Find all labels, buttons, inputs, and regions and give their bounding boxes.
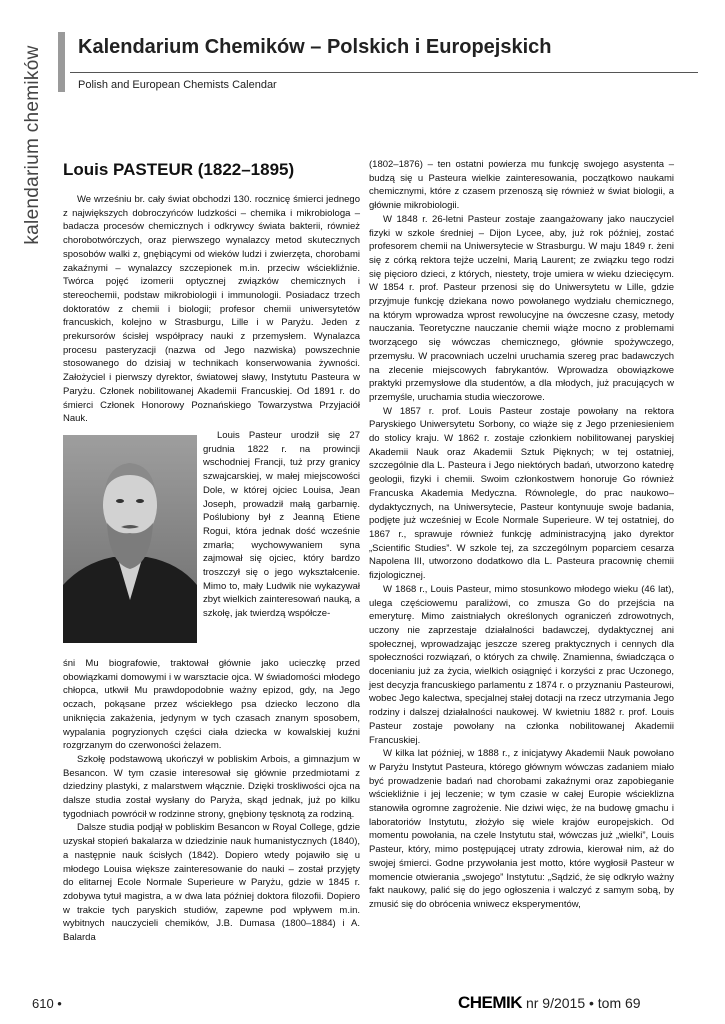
paragraph: Dalsze studia podjął w pobliskim Besancon w Royal College, gdzie uzyskał stopień bakalarza w dziedzinie nauk humanistycznych (1840), a następnie nauk ścisłych (1842). Dopiero wtedy pojawiło się u młodego Louisa większe zainteresowanie do nauki – został przyjęty do elitarnej Ecole Normale Superieure w Paryżu, gdzie w 1845 r. zdobywa tytuł magistra, a w dwa lata później doktora filozofii. Dopiero w trakcie tych paryskich studiów, zapewne pod wpływem m.in. wybitnych nauczycieli chemików, J.B. Dumasa (1800–1884) i A. Balarda <box>63 822 360 944</box>
journal-name: CHEMIK <box>458 993 523 1012</box>
header-subtitle: Polish and European Chemists Calendar <box>78 79 277 91</box>
header-title: Kalendarium Chemików – Polskich i Europejskich <box>78 36 552 58</box>
header-accent-bar <box>58 32 65 92</box>
paragraph: W 1868 r., Louis Pasteur, mimo stosunkowo młodego wieku (46 lat), ulega częściowemu paraliżowi, co zmusza Go do przejścia na emeryturę. Mimo zaistniałych określonych ograniczeń zdrowotnych, uczony nie zaprzestaje działalności badawczej, dydaktycznej ani społecznej, wprowadzając jeszcze szereg praktycznych i cennych dla społeczności rozwiązań, o których za chwilę. Znamienna, świadcząca o docenianiu już za życia, wielkich osiągnięć i korzyści z prac Uczonego, jest decyzja francuskiego parlamentu z 1874 r. o przyznaniu Pasteurowi, wobec Jego kalectwa, specjalnej stałej dotacji na rzecz utrzymania Jego rodziny i dalszej działalności naukowej. W kwietniu 1882 r. prof. Louis Pasteur zostaje powołany na członka nobilitowanej Akademii Francuskiej. <box>369 583 674 746</box>
right-column <box>369 158 674 912</box>
left-column-top <box>63 193 360 425</box>
paragraph: Louis Pasteur urodził się 27 grudnia 1822 r. na prowincji wschodniej Francji, tuż przy granicy szwajcarskiej, w małej miejscowości Dole, w której ojciec Louisa, Jean Joseph, prowadził małą garbarnię. Poślubiony był z Jeanną Etiene Rogui, która jednak dość wcześnie zmarła; wychowywaniem syna zajmował się ojciec, który bardzo troszczył się o jego wykształcenie. Mimo to, mały Ludwik nie wykazywał zbyt wielkich zainteresowań nauką, a szkołę, jak twierdzą współcze- <box>203 430 360 620</box>
header-divider <box>70 72 698 73</box>
paragraph: Szkołę podstawową ukończył w pobliskim Arbois, a gimnazjum w Besancon. W tym czasie interesował się głównie przedmiotami z dziedziny plastyki, z malarstwem włącznie. Dzięki troskliwości ojca na dalsze studia został wysłany do Paryża, skąd jednak, już po kilku tygodniach powrócił w rodzinne strony, gnębiony tęsknotą za rodziną. <box>63 753 360 820</box>
journal-info <box>458 993 641 1013</box>
portrait-photo <box>63 435 197 643</box>
portrait-illustration <box>63 435 197 643</box>
paragraph: W 1857 r. prof. Louis Pasteur zostaje powołany na rektora Paryskiego Uniwersytetu Sorbony, co wiąże się z Jego przeniesieniem do stolicy kraju. W 1862 r. zostaje członkiem nobilitowanej paryskiej Akademii Nauk oraz Akademii Sztuk Pięknych; w tej ostatniej, szczególnie dla L. Pasteura i Jego niektórych badań, utworzono katedrę geologii, fizyki i chemii. Swoim członkostwem honoruje Go również Francuska Akademia Medyczna. Równolegle, do prac naukowo–dydaktycznych, na Uniwersytecie, Pasteur kontynuuje swoje badania, podjęte już wcześniej w Ecole Normale Superieure. W tej ostatniej, do 1867 r., sprawuje również funkcję administracyjną jako dyrektor „Scientific Studies”. W szkole tej, za szczególnym poparciem cesarza Napolena III, utworzono dodatkowo dla L. Pasteura pracownię chemii fizjologicznej. <box>369 405 674 582</box>
paragraph: W kilka lat później, w 1888 r., z inicjatywy Akademii Nauk powołano w Paryżu Instytut Pasteura, którego głównym wówczas zadaniem miało być prowadzenie badań nad chorobami zakaźnymi oraz zapobieganie wściekliźnie i jej leczenie; w tym czasie w całej Europie wścieklizna stanowiła ogromne zagrożenie. Nie dziwi więc, że na budowę gmachu i laboratoriów Instytutu, złożyło się wiele krajów europejskich. Od momentu powołania, na czele Instytutu stał, wówczas już „wielki”, Louis Pasteur, który, mimo postępującej utraty zdrowia, kierował nim, aż do swojej śmierci. Godne przywołania jest motto, które wygłosił Pasteur w momencie otwierania „swojego” Instytutu: „Sądzić, że się odkryło ważny fakt naukowy, palić się do jego ogłoszenia i walczyć z samym sobą, by zmusić się do obrócenia wniwecz eksperymentów, <box>369 748 674 910</box>
text-beside-photo <box>203 429 360 621</box>
article-title: Louis PASTEUR (1822–1895) <box>63 160 295 179</box>
paragraph: (1802–1876) – ten ostatni powierza mu funkcję swojego asystenta – budzą się u Pasteura wielkie zainteresowania, początkowo naukami chemicznymi, które z czasem przenoszą się również w świat biologii, a głównie mikrobiologii. <box>369 159 674 212</box>
paragraph: We wrześniu br. cały świat obchodzi 130. rocznicę śmierci jednego z największych dobroczyńców ludzkości – chemika i mikrobiologa – badacza procesów chemicznych i odkrywcy świata bakterii, również chorobotwórczych, oraz pierwszego wynalazcy metod skutecznych sposobów walki z, gnębiącymi od wieków ludzi i zwierzęta, chorobami zakaźnymi – wynalazcy szczepionek m.in. przeciw wściekliźnie. Twórca pojęć izomerii optycznej związków chemicznych i stereochemii, podstaw mikrobiologii i immunologii. Posiadacz trzech doktoratów z chemii i biologii; profesor chemii uniwersytetów francuskich, kolejno w Strasburgu, Lille i w Paryżu. Jeden z prekursorów ścisłej współpracy nauki z przemysłem. Wynalazca procesu pasteryzacji (nazwa od Jego nazwiska) powszechnie stosowanego do dzisiaj w technikach konserwowania żywności. Założyciel i pierwszy dyrektor, światowej sławy, Instytutu Pasteura w Paryżu. Członek nobilitowanej Akademii Francuskiej. Od 1891 r. do śmierci Członek Honorowy Poznańskiego Towarzystwa Przyjaciół Nauk. <box>63 194 360 425</box>
page-number: 610 • <box>32 996 62 1011</box>
paragraph: W 1848 r. 26-letni Pasteur zostaje zaangażowany jako nauczyciel fizyki w szkole średniej – Dijon Lycee, aby, już rok później, zostać profesorem chemii na Uniwersytecie w Strasburgu. W maju 1849 r. żeni się z córką rektora tejże uczelni, Marią Laurent; ze związku tego rodzi się pięcioro dzieci, z których, niestety, troje umiera w wieku dziecięcym. W 1854 r. prof. Pasteur przenosi się do Uniwersytetu w Lille, gdzie przyjmuje funkcję dziekana nowo powołanego wydziału chemicznego, na którym wprowadza wprost rewolucyjne na ówczesne czasy, metody nauczania. Teoretyczne nauczanie chemii wiąże mocno z problemami tworzącego się wówczas chemicznego, głównie spożywczego, przemysłu. W pracowniach uczelni uruchamia szereg prac badawczych na zlecenie miejscowych fabrykantów. Wprowadza obowiązkowe praktyki przemysłowe dla studentów, a dla młodych, już pracujących w przemyśle, uruchamia studia wieczorowe. <box>369 213 674 403</box>
side-label-text: kalendarium chemików <box>22 45 43 245</box>
section-side-label <box>22 30 44 260</box>
left-column-bottom <box>63 657 360 945</box>
paragraph: śni Mu biografowie, traktował głównie jako ucieczkę przed obowiązkami domowymi i w warsztacie ojca. W świadomości młodego chłopca, utkwił Mu prawdopodobnie ważny epizod, gdy, na Jego oczach, pokąsane przez wściekłego psa dziecko leczono dla uniknięcia zakażenia, jedynym w tych czasach znanym sposobem, wypalania pogryzionych części ciała dziecka w kowalskiej kuźni rozgrzanym do czerwoności żelazem. <box>63 658 360 752</box>
issue-info: nr 9/2015 • tom 69 <box>525 995 641 1011</box>
